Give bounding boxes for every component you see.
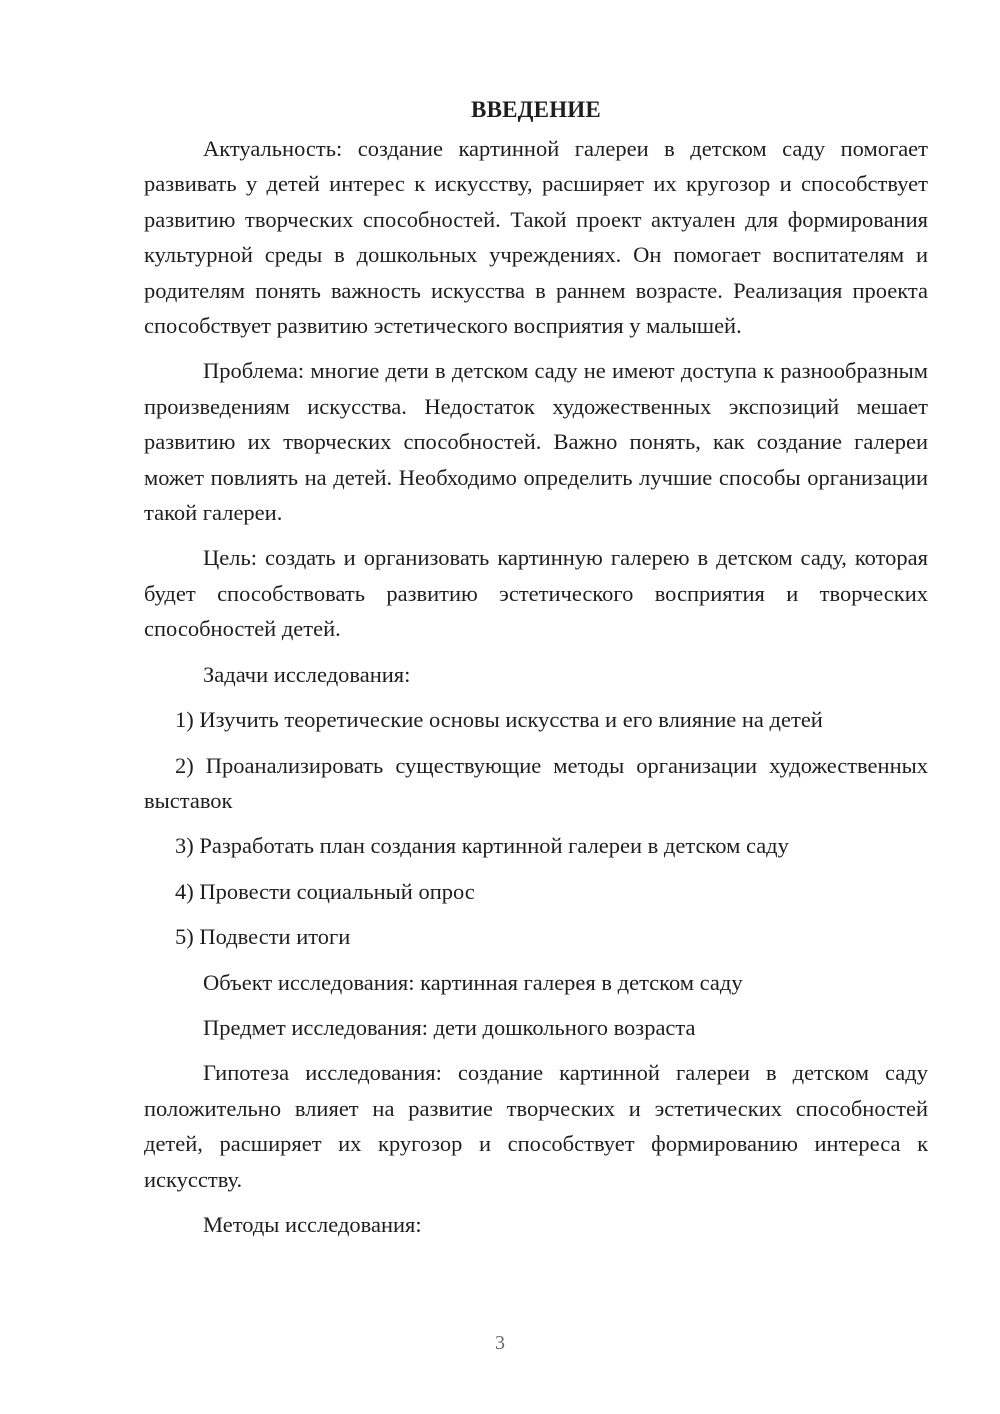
- tasks-heading: Задачи исследования:: [203, 661, 411, 687]
- document-page: [144, 92, 928, 1252]
- section-title: ВВЕДЕНИЕ: [471, 97, 601, 122]
- problem-paragraph: Проблема: многие дети в детском саду не имеют доступа к разнообразным произведениям искусства. Недостаток художественных экспозиций мешает развитию их творческих способностей. Важно понять, как создание галереи может повлиять на детей. Необходимо определить лучшие способы организации такой галереи.: [144, 358, 928, 526]
- goal-paragraph: Цель: создать и организовать картинную галерею в детском саду, которая будет способствовать развитию эстетического восприятия и творческих способностей детей.: [144, 545, 928, 642]
- research-hypothesis: Гипотеза исследования: создание картинной галереи в детском саду положительно влияет на развитие творческих и эстетических способностей детей, расширяет их кругозор и способствует формированию интереса к искусству.: [144, 1060, 928, 1192]
- research-methods: Методы исследования:: [203, 1211, 422, 1237]
- task-item-1: 1) Изучить теоретические основы искусства и его влияние на детей: [175, 707, 823, 733]
- page-number: 3: [495, 1332, 505, 1354]
- task-item-4: 4) Провести социальный опрос: [175, 878, 475, 904]
- task-item-2: 2) Проанализировать существующие методы организации художественных выставок: [144, 752, 928, 813]
- research-object: Объект исследования: картинная галерея в детском саду: [203, 969, 743, 995]
- relevance-paragraph: Актуальность: создание картинной галереи в детском саду помогает развивать у детей интерес к искусству, расширяет их кругозор и способствует развитию творческих способностей. Такой проект актуален для формирования культурной среды в дошкольных учреждениях. Он помогает воспитателям и родителям понять важность искусства в раннем возрасте. Реализация проекта способствует развитию эстетического восприятия у малышей.: [144, 136, 928, 339]
- task-item-3: 3) Разработать план создания картинной галереи в детском саду: [175, 833, 789, 859]
- task-item-5: 5) Подвести итоги: [175, 924, 351, 950]
- research-subject: Предмет исследования: дети дошкольного возраста: [203, 1014, 696, 1040]
